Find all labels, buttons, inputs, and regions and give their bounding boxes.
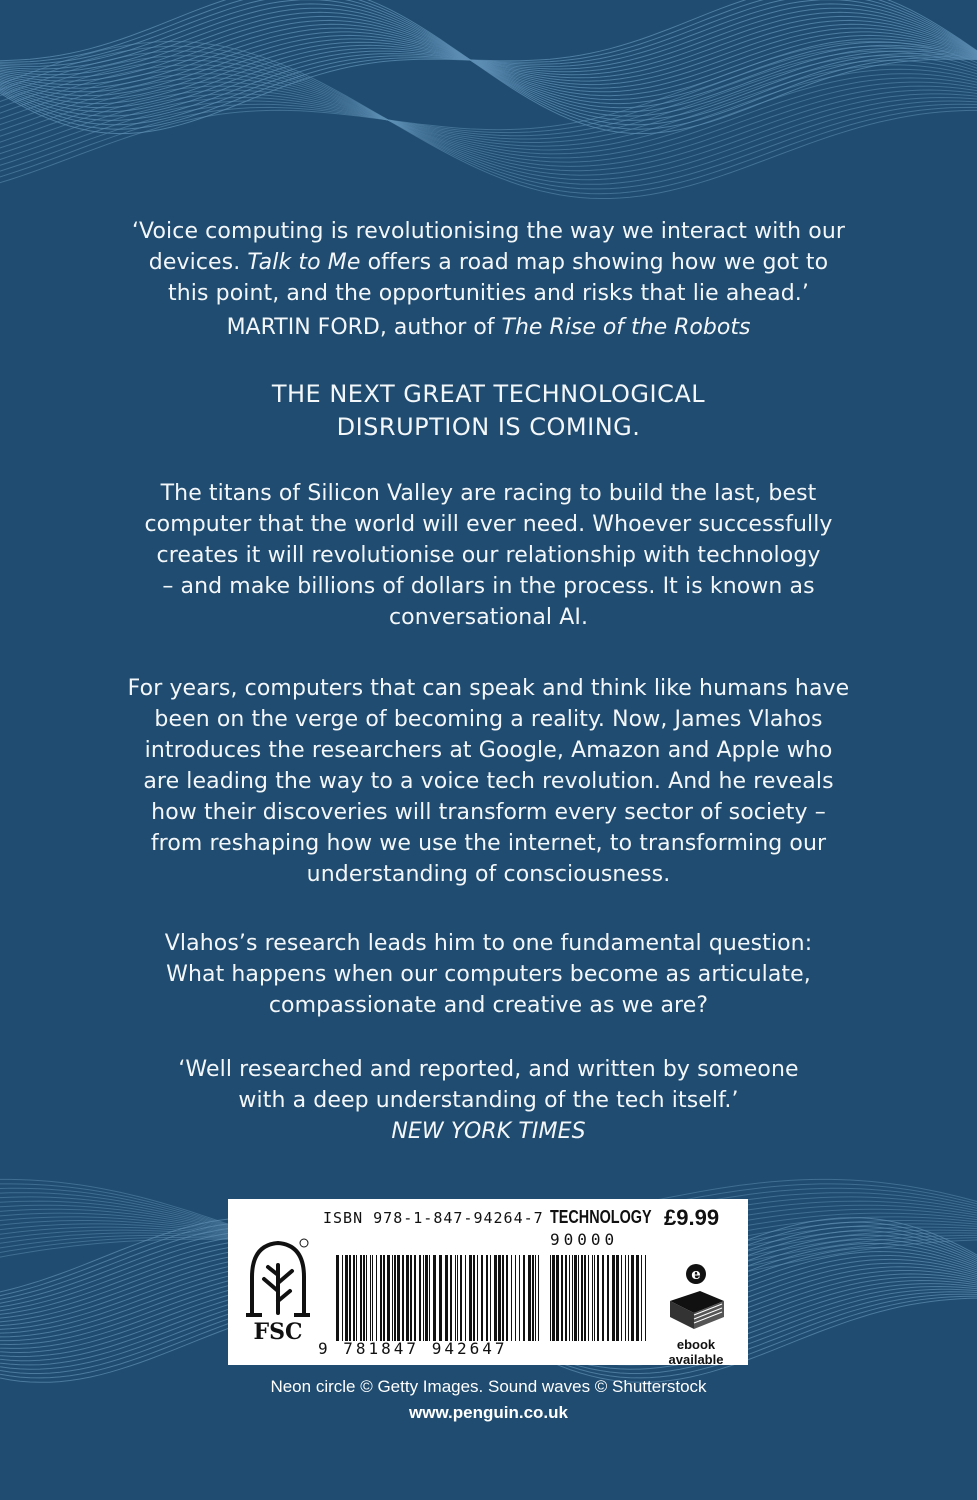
paragraph-1-line: – and make billions of dollars in the process. It is known as [162, 574, 815, 599]
barcode-bar [645, 1255, 646, 1341]
barcode-bar [561, 1255, 563, 1341]
barcode-bar [535, 1255, 536, 1341]
ebook-badge [664, 1261, 728, 1367]
barcode-bar [519, 1255, 520, 1341]
quote-2-source: NEW YORK TIMES [391, 1119, 586, 1144]
barcode-bar [473, 1255, 475, 1341]
barcode-bar [592, 1255, 593, 1341]
barcode-bar [370, 1255, 371, 1341]
barcode-bar [636, 1255, 639, 1341]
barcode-bar [410, 1255, 412, 1341]
barcode-bar [612, 1255, 615, 1341]
barcode-bar [342, 1255, 343, 1341]
barcode-bar [423, 1255, 424, 1341]
barcode-bar [597, 1255, 599, 1341]
tagline-line-1: THE NEXT GREAT TECHNOLOGICAL [271, 380, 706, 408]
barcode-bar [621, 1255, 622, 1341]
barcode-bar [631, 1255, 634, 1341]
barcode-bar [506, 1255, 508, 1341]
paragraph-2-line: are leading the way to a voice tech revolution. And he reveals [143, 769, 834, 794]
barcode-bar [569, 1255, 570, 1341]
barcode-bar [584, 1255, 586, 1341]
wave-line [0, 78, 977, 158]
barcode-bar [353, 1255, 355, 1341]
quote-1 [0, 216, 977, 343]
paragraph-2-line: been on the verge of becoming a reality. Now, James Vlahos [154, 707, 823, 732]
barcode-bar [392, 1255, 393, 1341]
barcode-bar [565, 1255, 567, 1341]
barcode-bar [439, 1255, 442, 1341]
barcode-bar [588, 1255, 589, 1341]
quote-1-line-1: ‘Voice computing is revolutionising the way we interact with our [131, 219, 846, 244]
quote-1-line-3: this point, and the opportunities and risks that lie ahead.’ [168, 281, 809, 306]
barcode-bar [602, 1255, 604, 1341]
wave-line [0, 56, 977, 185]
barcode-bar [402, 1255, 404, 1341]
barcode-bar [360, 1255, 362, 1341]
paragraph-1-line: The titans of Silicon Valley are racing to build the last, best [160, 481, 817, 506]
barcode-bar [433, 1255, 436, 1341]
barcode-bars [336, 1255, 540, 1341]
barcode-bar [515, 1255, 516, 1341]
barcode-bar [625, 1255, 626, 1341]
barcode-bar [552, 1255, 555, 1341]
barcode-bar [572, 1255, 573, 1341]
quote-2-line-1: ‘Well researched and reported, and written by someone [178, 1057, 799, 1082]
barcode-bar [380, 1255, 382, 1341]
barcode-bar [376, 1255, 377, 1341]
ebook-text [664, 1337, 728, 1367]
image-credits: Neon circle © Getty Images. Sound waves © Shutterstock [270, 1377, 707, 1396]
barcode-bar [581, 1255, 583, 1341]
ean-digits: 9 781847 942647 [318, 1339, 508, 1358]
publisher-url[interactable]: www.penguin.co.uk [409, 1403, 568, 1422]
quote-1-attribution-name: MARTIN FORD, author of [226, 315, 502, 340]
quote-1-line-2 [0, 247, 977, 278]
barcode-bar [502, 1255, 504, 1341]
price-text: £9.99 [664, 1205, 720, 1230]
barcode-bar [356, 1255, 357, 1341]
quote-1-line-2-pre: devices. [148, 250, 248, 275]
barcode-bar [532, 1255, 534, 1341]
barcode-bar [594, 1255, 595, 1341]
paragraph-2-line: understanding of consciousness. [306, 862, 671, 887]
barcode-bar [397, 1255, 400, 1341]
barcode-bar [414, 1255, 416, 1341]
quote-2-line-2: with a deep understanding of the tech itself.’ [238, 1088, 739, 1113]
barcode-bar [550, 1255, 551, 1341]
barcode-bar [419, 1255, 421, 1341]
barcode-bar [425, 1255, 428, 1341]
quote-1-book-title: Talk to Me [247, 250, 361, 275]
barcode-bar [486, 1255, 488, 1341]
tagline-heading [0, 378, 977, 444]
paragraph-1-line: computer that the world will ever need. Whoever successfully [144, 512, 833, 537]
fsc-label: FSC [253, 1319, 303, 1345]
fsc-tree-icon [242, 1235, 314, 1319]
barcode-bar [490, 1255, 491, 1341]
paragraph-2-line: For years, computers that can speak and think like humans have [127, 676, 850, 701]
ebook-line-1: ebook [676, 1337, 716, 1352]
paragraph-3-line: Vlahos’s research leads him to one fundamental question: [164, 931, 813, 956]
barcode-bar [469, 1255, 472, 1341]
tagline-line-2: DISRUPTION IS COMING. [336, 413, 641, 441]
isbn-text: ISBN 978-1-847-94264-7 [323, 1209, 544, 1227]
barcode-bar [607, 1255, 609, 1341]
barcode-bar [445, 1255, 448, 1341]
quote-1-attribution-book: The Rise of the Robots [501, 315, 751, 340]
addon-digits: 90000 [550, 1230, 619, 1249]
barcode-bar [450, 1255, 452, 1341]
barcode-bar [383, 1255, 385, 1341]
barcode-bar [616, 1255, 619, 1341]
paragraph-3-line: compassionate and creative as we are? [268, 993, 709, 1018]
addon-barcode-bars [550, 1255, 648, 1341]
quote-1-line-2-post: offers a road map showing how we got to [360, 250, 829, 275]
barcode-bar [528, 1255, 531, 1341]
barcode-bar [394, 1255, 396, 1341]
paragraph-1 [0, 478, 977, 633]
barcode-bar [429, 1255, 430, 1341]
barcode-bar [372, 1255, 373, 1341]
barcode-bar [498, 1255, 501, 1341]
barcode-bar [538, 1255, 539, 1341]
paragraph-2-line: how their discoveries will transform every sector of society – [151, 800, 826, 825]
svg-text:e: e [691, 1265, 701, 1283]
ebook-line-2: available [668, 1352, 724, 1367]
barcode-bar [366, 1255, 367, 1341]
barcode-bar [465, 1255, 466, 1341]
barcode-bar [511, 1255, 512, 1341]
barcode-bar [406, 1255, 409, 1341]
barcode-bar [336, 1255, 339, 1341]
quote-1-attribution [0, 312, 977, 343]
paragraph-2-line: introduces the researchers at Google, Amazon and Apple who [144, 738, 833, 763]
paragraph-3-line: What happens when our computers become as articulate, [166, 962, 811, 987]
barcode-bar [494, 1255, 497, 1341]
barcode-bar [523, 1255, 525, 1341]
barcode-bar [363, 1255, 365, 1341]
paragraph-2 [0, 673, 977, 890]
barcode-bar [460, 1255, 462, 1341]
barcode-bar [578, 1255, 579, 1341]
barcode-bar [574, 1255, 577, 1341]
barcode-bar [345, 1255, 348, 1341]
paragraph-3 [0, 928, 977, 1021]
quote-2 [0, 1054, 977, 1147]
barcode-label [228, 1199, 748, 1365]
barcode-bar [556, 1255, 559, 1341]
barcode-bar [387, 1255, 390, 1341]
paragraph-1-line: conversational AI. [388, 605, 589, 630]
quote-2-attribution [0, 1116, 977, 1147]
barcode-bar [457, 1255, 458, 1341]
category-text: TECHNOLOGY [550, 1207, 652, 1227]
paragraph-2-line: from reshaping how we use the internet, to transforming our [150, 831, 827, 856]
barcode-bar [349, 1255, 351, 1341]
barcode-bar [477, 1255, 478, 1341]
paragraph-1-line: creates it will revolutionise our relationship with technology [156, 543, 821, 568]
fsc-logo [242, 1235, 314, 1345]
ebook-icon [664, 1261, 728, 1331]
barcode-bar [628, 1255, 629, 1341]
barcode-bar [455, 1255, 456, 1341]
barcode-bar [641, 1255, 642, 1341]
barcode-bar [481, 1255, 483, 1341]
